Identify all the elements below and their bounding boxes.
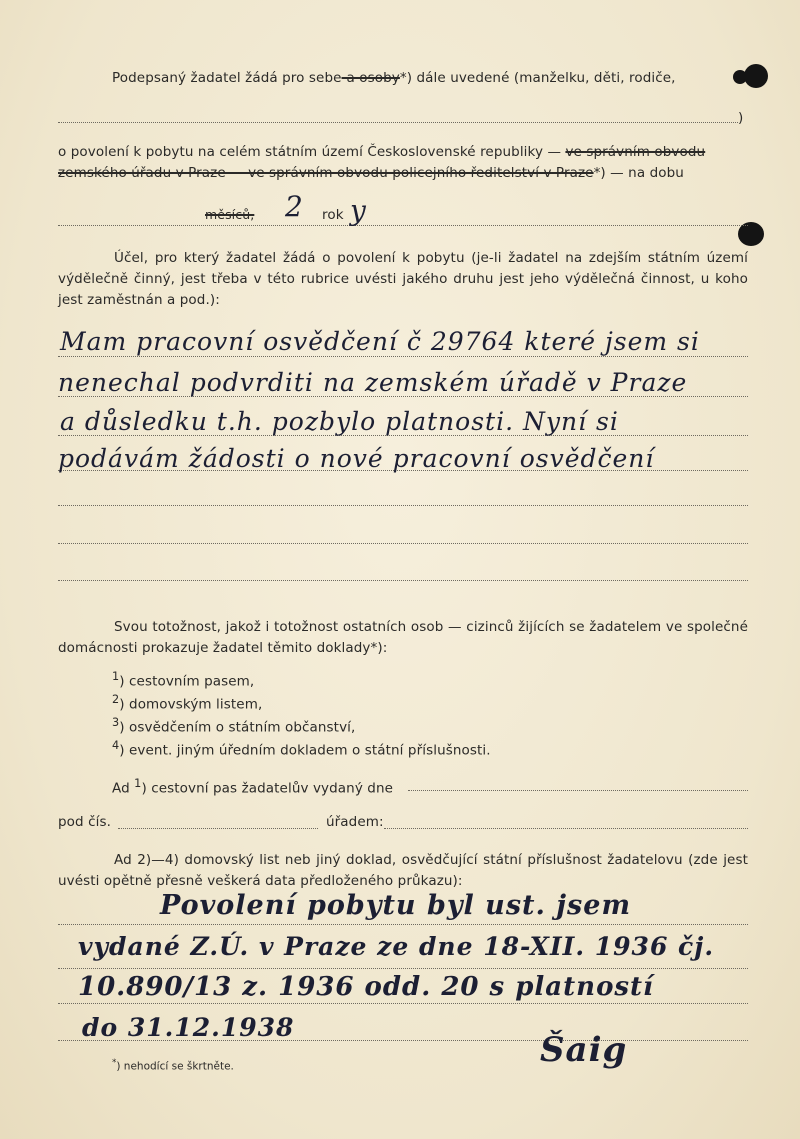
document-item-2-label: domovským listem, (129, 696, 263, 713)
family-dotted-line (58, 122, 738, 123)
duration-months-struck: měsíců, (205, 207, 255, 222)
purpose-line-6 (58, 543, 748, 544)
doc-line-2 (58, 968, 748, 969)
footnote (112, 1058, 234, 1073)
document-item-4: $^4$) event. jiným úředním dokladem o státní příslušnosti. (112, 739, 491, 759)
intro-line-1 (112, 68, 676, 88)
doc-handwriting-3: 10.890/13 z. 1936 odd. 20 s platností (78, 972, 654, 1002)
purpose-handwriting-3: a důsledku t.h. pozbylo platnosti. Nyní si (60, 407, 619, 436)
purpose-handwriting-1: Mam pracovní osvědčení č 29764 které jsem si (60, 327, 700, 356)
purpose-handwriting-2: nenechal podvrditi na zemském úřadě v Praze (58, 368, 688, 397)
identity-label: Svou totožnost, jakož i totožnost ostatních osob — cizinců žijících se žadatelem ve společné domácnosti prokazuje žadatel těmito doklady*): (58, 619, 748, 656)
document-item-2: $^2$) domovským listem, (112, 693, 263, 713)
purpose-handwriting-4: podávám žádosti o nové pracovní osvědčení (58, 444, 655, 473)
passport-ad: Ad (112, 780, 135, 797)
document-item-3: $^3$) osvědčením o státním občanství, (112, 716, 356, 736)
duration-years: rok (322, 207, 344, 223)
signature: Šaig (540, 1030, 628, 1070)
document-item-1: $^1$) cestovním pasem, (112, 670, 255, 690)
intro-line-3-struck: zemského úřadu v Praze — ve správním obvodu policejního ředitelství v Praze (58, 165, 594, 181)
document-item-4-num: 4 (112, 739, 120, 752)
footnote-mark: * (112, 1058, 117, 1068)
purpose-line-1 (58, 356, 748, 357)
intro-line-3 (58, 163, 684, 183)
doc-handwriting-1: Povolení pobytu byl ust. jsem (160, 890, 632, 921)
family-close-paren: ) (738, 110, 744, 126)
intro-line-2 (58, 142, 705, 162)
document-item-2-num: 2 (112, 693, 120, 706)
ad24-label: Ad 2)—4) domovský list neb jiný doklad, osvědčující státní příslušnost žadatelovu (zde jest uvésti opětně přesně veškerá data předloženého průkazu): (58, 852, 748, 889)
intro-line-3-end: *) — na dobu (593, 165, 684, 181)
uradem-line (384, 828, 748, 829)
purpose-label: Účel, pro který žadatel žádá o povolení k pobytu (je-li žadatel na zdejším státním území výdělečně činný, jest třeba v této rubrice uvésti jakého druhu jest jeho výdělečná činnost, u koho jest zaměstnán a pod.): (58, 250, 748, 308)
passport-text: ) cestovní pas žadatelův vydaný dne (141, 780, 394, 797)
doc-handwriting-4: do 31.12.1938 (82, 1013, 295, 1042)
passport-num: 1 (134, 777, 142, 790)
document-item-3-num: 3 (112, 716, 120, 729)
intro-line-2-struck: ve správním obvodu (565, 144, 706, 160)
intro-line-1-end: *) dále uvedené (manželku, děti, rodiče, (399, 70, 676, 86)
pod-cis-label: pod čís. (58, 814, 111, 830)
duration-dotted-line (58, 225, 748, 226)
uradem-label: úřadem: (326, 814, 384, 830)
doc-handwriting-2: vydané Z.Ú. v Praze ze dne 18-XII. 1936 čj. (78, 932, 715, 961)
punch-hole-top-right (744, 64, 768, 88)
document-item-1-label: cestovním pasem, (129, 673, 255, 690)
intro-line-1-struck: -a osoby (341, 70, 400, 86)
purpose-line-7 (58, 580, 748, 581)
document-item-4-label: event. jiným úředním dokladem o státní příslušnosti. (129, 742, 491, 759)
footnote-text: ) nehodící se škrtněte. (116, 1060, 234, 1073)
purpose-line-5 (58, 505, 748, 506)
duration-years-suffix: y (350, 194, 367, 227)
pod-cis-line (118, 828, 318, 829)
passport-date-line (408, 790, 748, 791)
intro-line-1-start: Podepsaný žadatel žádá pro sebe (112, 70, 342, 86)
intro-line-2-start: o povolení k pobytu na celém státním území Československé republiky — (58, 144, 566, 160)
passport-label (112, 774, 393, 799)
document-item-3-label: osvědčením o státním občanství, (129, 719, 356, 736)
duration-number: 2 (285, 190, 304, 223)
document-item-1-num: 1 (112, 670, 120, 683)
doc-line-3 (58, 1003, 748, 1004)
doc-line-1 (58, 924, 748, 925)
